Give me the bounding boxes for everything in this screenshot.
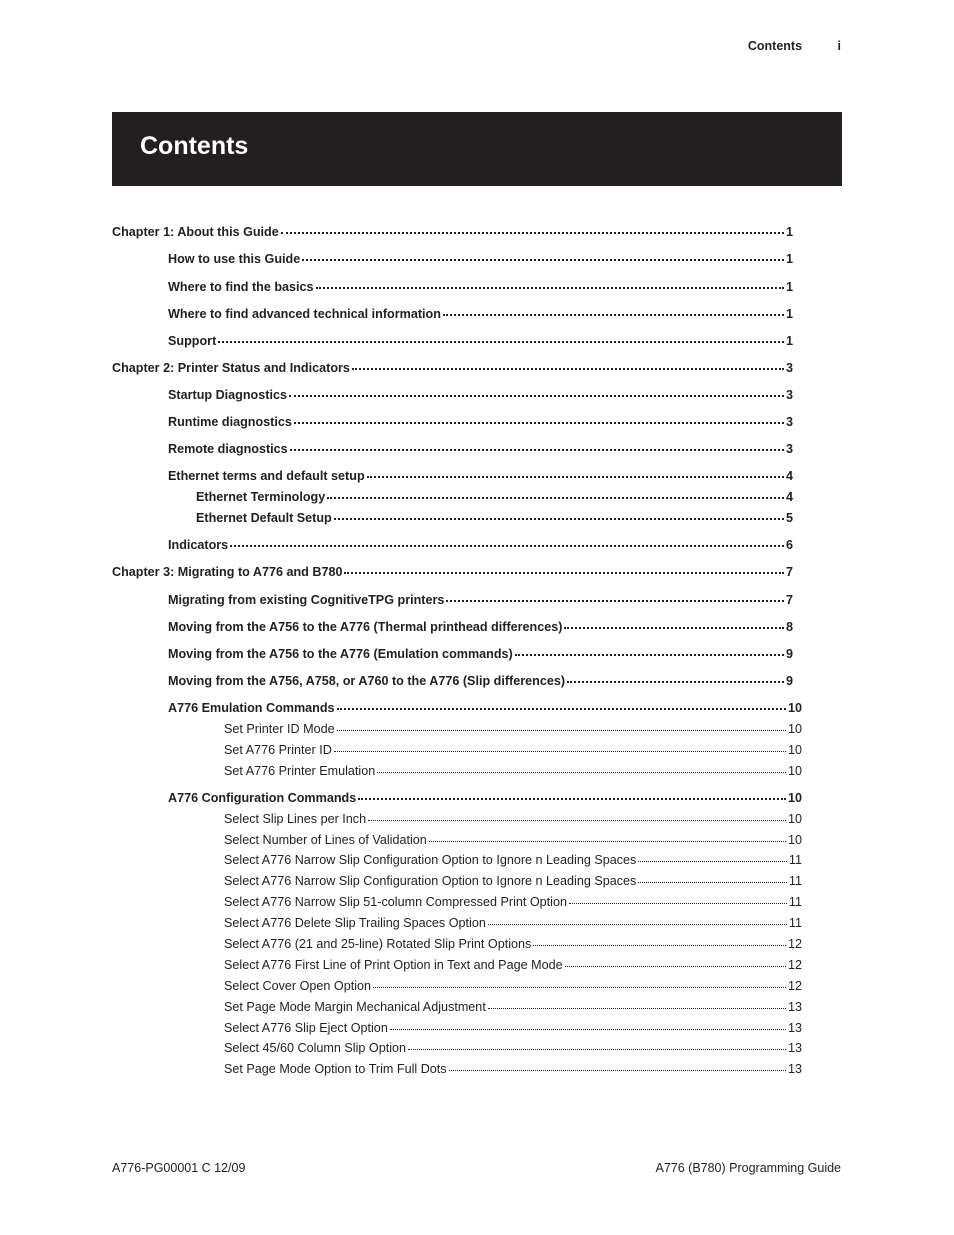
toc-entry-chapter[interactable] bbox=[112, 360, 793, 376]
toc-entry-page: 13 bbox=[787, 1021, 802, 1035]
toc-entry-subsection[interactable] bbox=[196, 489, 793, 505]
toc-entry-page: 10 bbox=[787, 833, 802, 847]
toc-leader bbox=[352, 368, 784, 370]
toc-entry-label: Indicators bbox=[168, 538, 229, 552]
toc-leader bbox=[638, 882, 787, 883]
toc-entry-item[interactable] bbox=[224, 978, 802, 994]
toc-entry-page: 3 bbox=[785, 442, 793, 456]
toc-entry-subsection[interactable] bbox=[196, 510, 793, 526]
toc-entry-page: 4 bbox=[785, 469, 793, 483]
toc-entry-label: Chapter 2: Printer Status and Indicators bbox=[112, 361, 350, 375]
toc-entry-page: 10 bbox=[787, 743, 802, 757]
toc-leader bbox=[449, 1070, 786, 1071]
toc-entry-label: Ethernet Default Setup bbox=[196, 511, 332, 525]
toc-entry-section[interactable] bbox=[168, 592, 793, 608]
toc-entry-page: 11 bbox=[788, 895, 802, 909]
toc-entry-page: 10 bbox=[787, 701, 802, 715]
toc-entry-page: 13 bbox=[787, 1062, 802, 1076]
toc-leader bbox=[446, 600, 784, 602]
toc-entry-item[interactable] bbox=[224, 894, 802, 910]
toc-entry-section[interactable] bbox=[168, 441, 793, 457]
toc-entry-label: Select A776 Delete Slip Trailing Spaces Option bbox=[224, 916, 486, 930]
toc-entry-label: Select Slip Lines per Inch bbox=[224, 812, 367, 826]
toc-entry-label: Runtime diagnostics bbox=[168, 415, 292, 429]
toc-entry-page: 10 bbox=[787, 791, 802, 805]
toc-entry-label: Select A776 Narrow Slip 51-column Compressed Print Option bbox=[224, 895, 567, 909]
toc-leader bbox=[377, 772, 786, 773]
toc-entry-label: Set A776 Printer ID bbox=[224, 743, 332, 757]
toc-entry-page: 9 bbox=[785, 647, 793, 661]
toc-entry-label: Select 45/60 Column Slip Option bbox=[224, 1041, 407, 1055]
toc-leader bbox=[316, 287, 784, 289]
toc-entry-section[interactable] bbox=[168, 279, 793, 295]
toc-leader bbox=[337, 708, 786, 710]
toc-leader bbox=[344, 572, 784, 574]
toc-entry-label: Moving from the A756, A758, or A760 to the A776 (Slip differences) bbox=[168, 674, 566, 688]
toc-leader bbox=[334, 751, 786, 752]
toc-entry-chapter[interactable] bbox=[112, 224, 793, 240]
toc-leader bbox=[565, 966, 786, 967]
toc-entry-page: 7 bbox=[785, 593, 793, 607]
toc-entry-item[interactable] bbox=[224, 999, 802, 1015]
toc-leader bbox=[358, 798, 786, 800]
toc-entry-label: Remote diagnostics bbox=[168, 442, 288, 456]
toc-entry-section[interactable] bbox=[168, 387, 793, 403]
toc-leader bbox=[367, 476, 784, 478]
toc-leader bbox=[327, 497, 784, 499]
toc-entry-page: 3 bbox=[785, 415, 793, 429]
toc-entry-label: Migrating from existing CognitiveTPG printers bbox=[168, 593, 445, 607]
toc-entry-label: Chapter 1: About this Guide bbox=[112, 225, 279, 239]
toc-entry-section[interactable] bbox=[168, 700, 802, 716]
toc-leader bbox=[408, 1049, 786, 1050]
toc-entry-page: 3 bbox=[785, 361, 793, 375]
toc-entry-page: 10 bbox=[787, 722, 802, 736]
toc-entry-item[interactable] bbox=[224, 811, 802, 827]
toc-entry-section[interactable] bbox=[168, 673, 793, 689]
toc-leader bbox=[294, 422, 784, 424]
toc-entry-section[interactable] bbox=[168, 646, 793, 662]
toc-entry-item[interactable] bbox=[224, 915, 802, 931]
toc-entry-page: 10 bbox=[787, 764, 802, 778]
toc-entry-item[interactable] bbox=[224, 721, 802, 737]
toc-entry-section[interactable] bbox=[168, 790, 802, 806]
toc-leader bbox=[564, 627, 784, 629]
toc-entry-label: Moving from the A756 to the A776 (Emulation commands) bbox=[168, 647, 513, 661]
toc-entry-page: 13 bbox=[787, 1041, 802, 1055]
toc-leader bbox=[488, 1008, 786, 1009]
toc-entry-section[interactable] bbox=[168, 251, 793, 267]
running-header-page-number: i bbox=[837, 39, 841, 53]
toc-entry-page: 4 bbox=[785, 490, 793, 504]
toc-entry-item[interactable] bbox=[224, 1020, 802, 1036]
toc-entry-item[interactable] bbox=[224, 832, 802, 848]
toc-entry-page: 13 bbox=[787, 1000, 802, 1014]
toc-entry-label: How to use this Guide bbox=[168, 252, 301, 266]
toc-entry-item[interactable] bbox=[224, 957, 802, 973]
toc-entry-item[interactable] bbox=[224, 936, 802, 952]
toc-entry-label: Ethernet Terminology bbox=[196, 490, 326, 504]
toc-leader bbox=[373, 987, 786, 988]
toc-entry-label: Select A776 Narrow Slip Configuration Option to Ignore n Leading Spaces bbox=[224, 853, 637, 867]
toc-leader bbox=[390, 1029, 786, 1030]
toc-entry-page: 11 bbox=[788, 853, 802, 867]
toc-leader bbox=[533, 945, 786, 946]
toc-entry-label: Ethernet terms and default setup bbox=[168, 469, 365, 483]
toc-entry-item[interactable] bbox=[224, 763, 802, 779]
toc-entry-label: Startup Diagnostics bbox=[168, 388, 287, 402]
toc-entry-label: Support bbox=[168, 334, 217, 348]
toc-entry-page: 12 bbox=[787, 958, 802, 972]
toc-entry-label: Set Page Mode Option to Trim Full Dots bbox=[224, 1062, 447, 1076]
toc-leader bbox=[567, 681, 784, 683]
footer-doc-number: A776-PG00001 C 12/09 bbox=[112, 1161, 246, 1175]
toc-entry-label: Select Cover Open Option bbox=[224, 979, 372, 993]
toc-entry-page: 11 bbox=[788, 916, 802, 930]
toc-leader bbox=[488, 924, 787, 925]
toc-entry-page: 1 bbox=[785, 225, 793, 239]
toc-entry-label: Set Page Mode Margin Mechanical Adjustment bbox=[224, 1000, 486, 1014]
toc-entry-label: Select A776 (21 and 25-line) Rotated Slip Print Options bbox=[224, 937, 532, 951]
toc-entry-label: Select A776 Narrow Slip Configuration Option to Ignore n Leading Spaces bbox=[224, 874, 637, 888]
toc-entry-page: 10 bbox=[787, 812, 802, 826]
toc-entry-label: Select A776 Slip Eject Option bbox=[224, 1021, 388, 1035]
toc-entry-page: 12 bbox=[787, 937, 802, 951]
toc-entry-item[interactable] bbox=[224, 852, 802, 868]
toc-entry-chapter[interactable] bbox=[112, 564, 793, 580]
toc-entry-item[interactable] bbox=[224, 742, 802, 758]
toc-entry-section[interactable] bbox=[168, 537, 793, 553]
toc-leader bbox=[515, 654, 784, 656]
toc-leader bbox=[290, 449, 784, 451]
toc-entry-label: Select A776 First Line of Print Option in Text and Page Mode bbox=[224, 958, 563, 972]
toc-entry-page: 1 bbox=[785, 252, 793, 266]
toc-entry-section[interactable] bbox=[168, 333, 793, 349]
toc-leader bbox=[289, 395, 784, 397]
toc-entry-item[interactable] bbox=[224, 873, 802, 889]
toc-entry-page: 9 bbox=[785, 674, 793, 688]
toc-entry-page: 12 bbox=[787, 979, 802, 993]
toc-entry-page: 7 bbox=[785, 565, 793, 579]
running-header-section: Contents bbox=[747, 39, 803, 53]
toc-entry-item[interactable] bbox=[224, 1061, 802, 1077]
toc-entry-page: 3 bbox=[785, 388, 793, 402]
toc-entry-page: 1 bbox=[785, 334, 793, 348]
toc-leader bbox=[218, 341, 784, 343]
toc-entry-page: 1 bbox=[785, 307, 793, 321]
toc-entry-page: 5 bbox=[785, 511, 793, 525]
toc-entry-label: Set Printer ID Mode bbox=[224, 722, 335, 736]
toc-leader bbox=[230, 545, 784, 547]
toc-entry-page: 1 bbox=[785, 280, 793, 294]
toc-entry-page: 8 bbox=[785, 620, 793, 634]
toc-leader bbox=[638, 861, 787, 862]
toc-entry-section[interactable] bbox=[168, 619, 793, 635]
toc-leader bbox=[368, 820, 786, 821]
toc-leader bbox=[443, 314, 784, 316]
toc-entry-label: Where to find advanced technical information bbox=[168, 307, 441, 321]
toc-leader bbox=[334, 518, 784, 520]
toc-entry-label: Moving from the A756 to the A776 (Thermal printhead differences) bbox=[168, 620, 563, 634]
toc-leader bbox=[337, 730, 786, 731]
toc-entry-label: Set A776 Printer Emulation bbox=[224, 764, 376, 778]
footer-doc-title: A776 (B780) Programming Guide bbox=[655, 1161, 841, 1175]
toc-entry-label: Chapter 3: Migrating to A776 and B780 bbox=[112, 565, 343, 579]
toc-entry-section[interactable] bbox=[168, 306, 793, 322]
toc-entry-label: Select Number of Lines of Validation bbox=[224, 833, 427, 847]
toc-entry-item[interactable] bbox=[224, 1040, 802, 1056]
page-title: Contents bbox=[140, 132, 249, 160]
toc-entry-section[interactable] bbox=[168, 414, 793, 430]
toc-leader bbox=[569, 903, 787, 904]
toc-leader bbox=[281, 232, 784, 234]
toc-entry-page: 6 bbox=[785, 538, 793, 552]
toc-entry-section[interactable] bbox=[168, 468, 793, 484]
toc-leader bbox=[429, 841, 786, 842]
toc-entry-label: A776 Configuration Commands bbox=[168, 791, 357, 805]
toc-leader bbox=[302, 259, 784, 261]
toc-entry-label: A776 Emulation Commands bbox=[168, 701, 335, 715]
toc-entry-page: 11 bbox=[788, 874, 802, 888]
toc-entry-label: Where to find the basics bbox=[168, 280, 314, 294]
